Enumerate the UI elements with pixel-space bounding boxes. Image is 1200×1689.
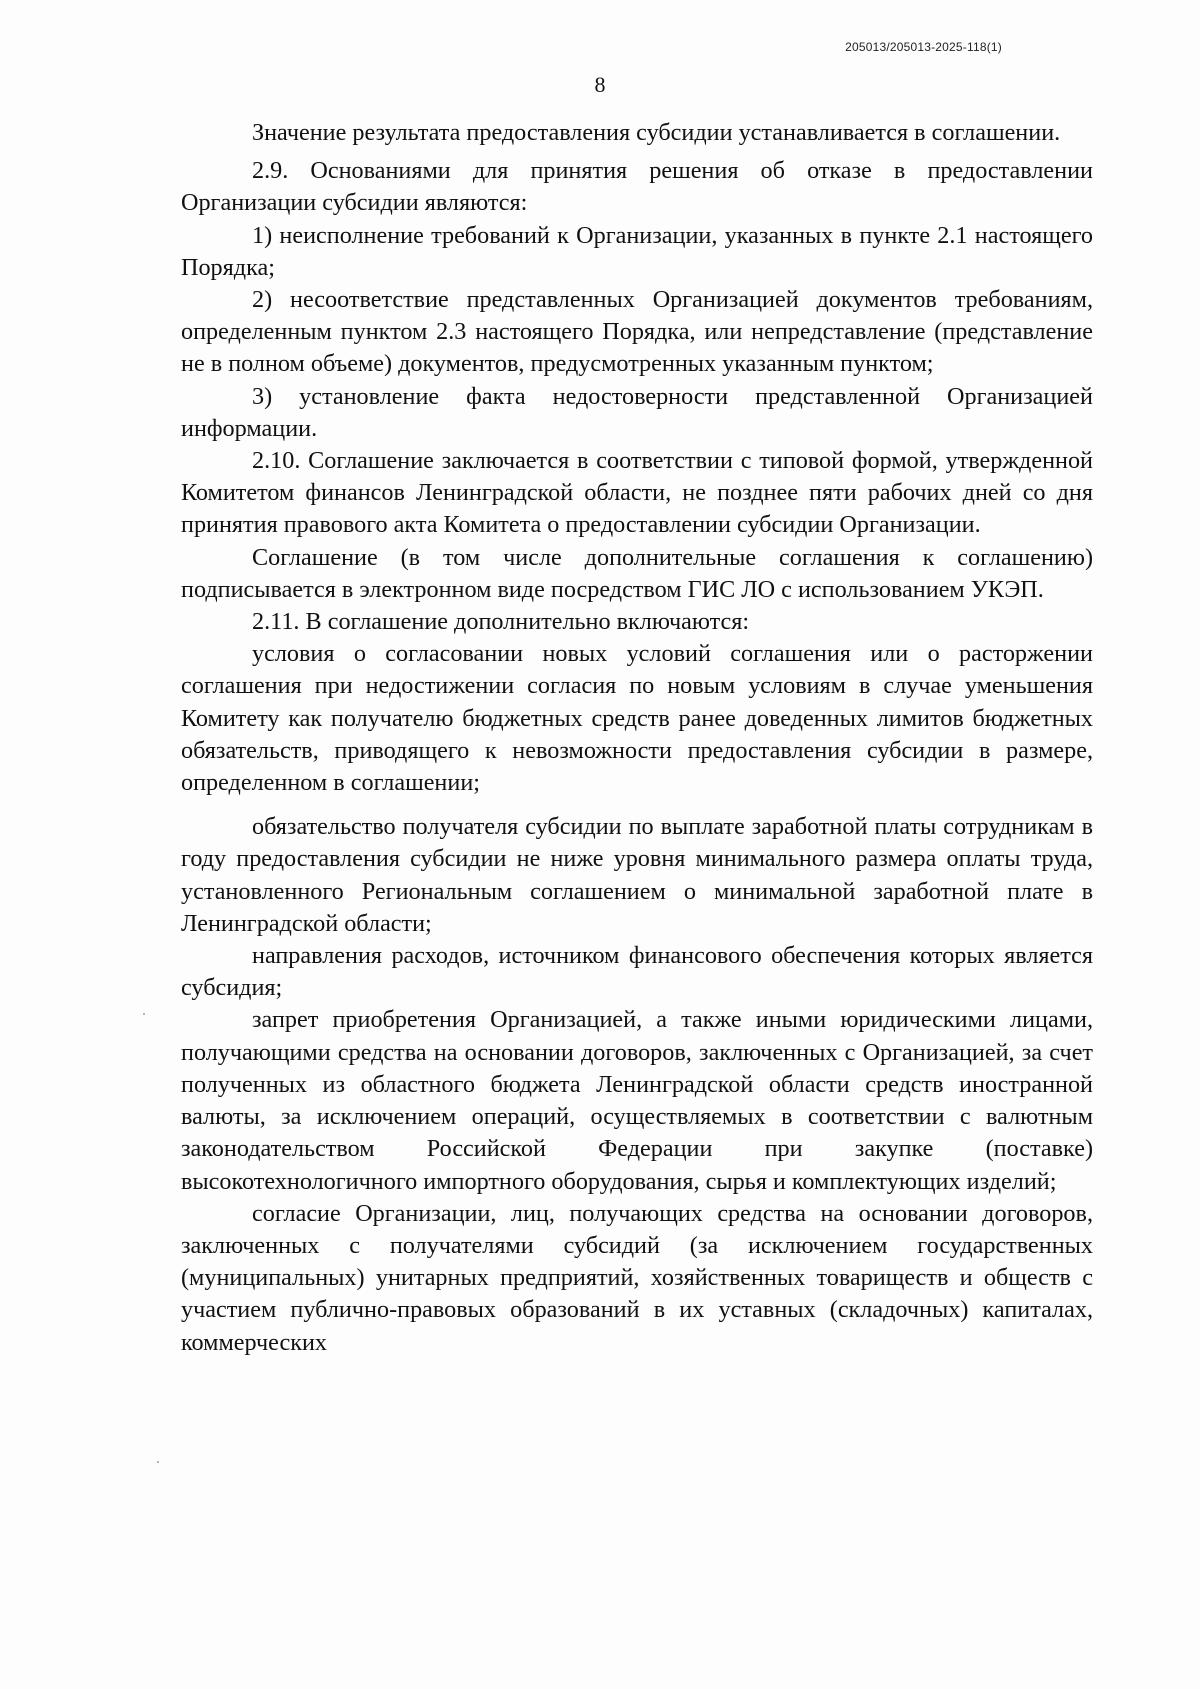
paragraph-agreement-signing: Соглашение (в том числе дополнительные соглашения к соглашению) подписывается в электронном виде посредством ГИС ЛО с использованием УКЭП. [181, 543, 1093, 603]
list-item-2-11-currency-ban: запрет приобретения Организацией, а также иными юридическими лицами, получающими средства на основании договоров, заключенных с Организацией, за счет полученных из областного бюджета Ленинградской области средств иностранной валюты, за исключением операций, осуществляемых в соответствии с валютным законодательством Российской Федерации при закупке (поставке) высокотехнологичного импортного оборудования, сырья и комплектующих изделий; [181, 1006, 1093, 1195]
scan-speck [157, 1461, 159, 1463]
paragraph-2-10: 2.10. Соглашение заключается в соответствии с типовой формой, утвержденной Комитетом финансов Ленинградской области, не позднее пяти рабочих дней со дня принятия правового акта Комитета о предоставлении субсидии Организации. [181, 447, 1093, 539]
list-item-2-9-2: 2) несоответствие представленных Организацией документов требованиям, определенным пунктом 2.3 настоящего Порядка, или непредставление (представление не в полном объеме) документов, предусмотренных указанным пунктом; [181, 286, 1093, 378]
document-id: 205013/205013-2025-118(1) [845, 40, 1002, 54]
list-item-2-11-salary: обязательство получателя субсидии по выплате заработной платы сотрудникам в году предоставления субсидии не ниже уровня минимального размера оплаты труда, установленного Региональным соглашением о минимальной заработной плате в Ленинградской области; [181, 813, 1093, 937]
page-number: 8 [594, 72, 606, 97]
list-item-2-9-1: 1) неисполнение требований к Организации, указанных в пункте 2.1 настоящего Порядка; [181, 221, 1093, 281]
paragraph-result-value: Значение результата предоставления субсидии устанавливается в соглашении. [252, 119, 1061, 146]
list-item-2-9-3: 3) установление факта недостоверности представленной Организацией информации. [181, 382, 1093, 442]
list-item-2-11-conditions: условия о согласовании новых условий соглашения или о расторжении соглашения при недостижении согласия по новым условиям в случае уменьшения Комитету как получателю бюджетных средств ранее доведенных лимитов бюджетных обязательств, приводящего к невозможности предоставления субсидии в размере, определенном в соглашении; [181, 640, 1093, 797]
document-body [181, 117, 1093, 1359]
list-item-2-11-expenses: направления расходов, источником финансового обеспечения которых является субсидия; [181, 942, 1093, 1002]
scan-speck [143, 1013, 145, 1015]
paragraph-2-11: 2.11. В соглашение дополнительно включаются: [252, 608, 750, 636]
paragraph-2-9: 2.9. Основаниями для принятия решения об отказе в предоставлении Организации субсидии являются: [181, 157, 1093, 217]
list-item-2-11-consent: согласие Организации, лиц, получающих средства на основании договоров, заключенных с получателями субсидий (за исключением государственных (муниципальных) унитарных предприятий, хозяйственных товариществ и обществ с участием публично-правовых образований в их уставных (складочных) капиталах, коммерческих [181, 1199, 1093, 1356]
